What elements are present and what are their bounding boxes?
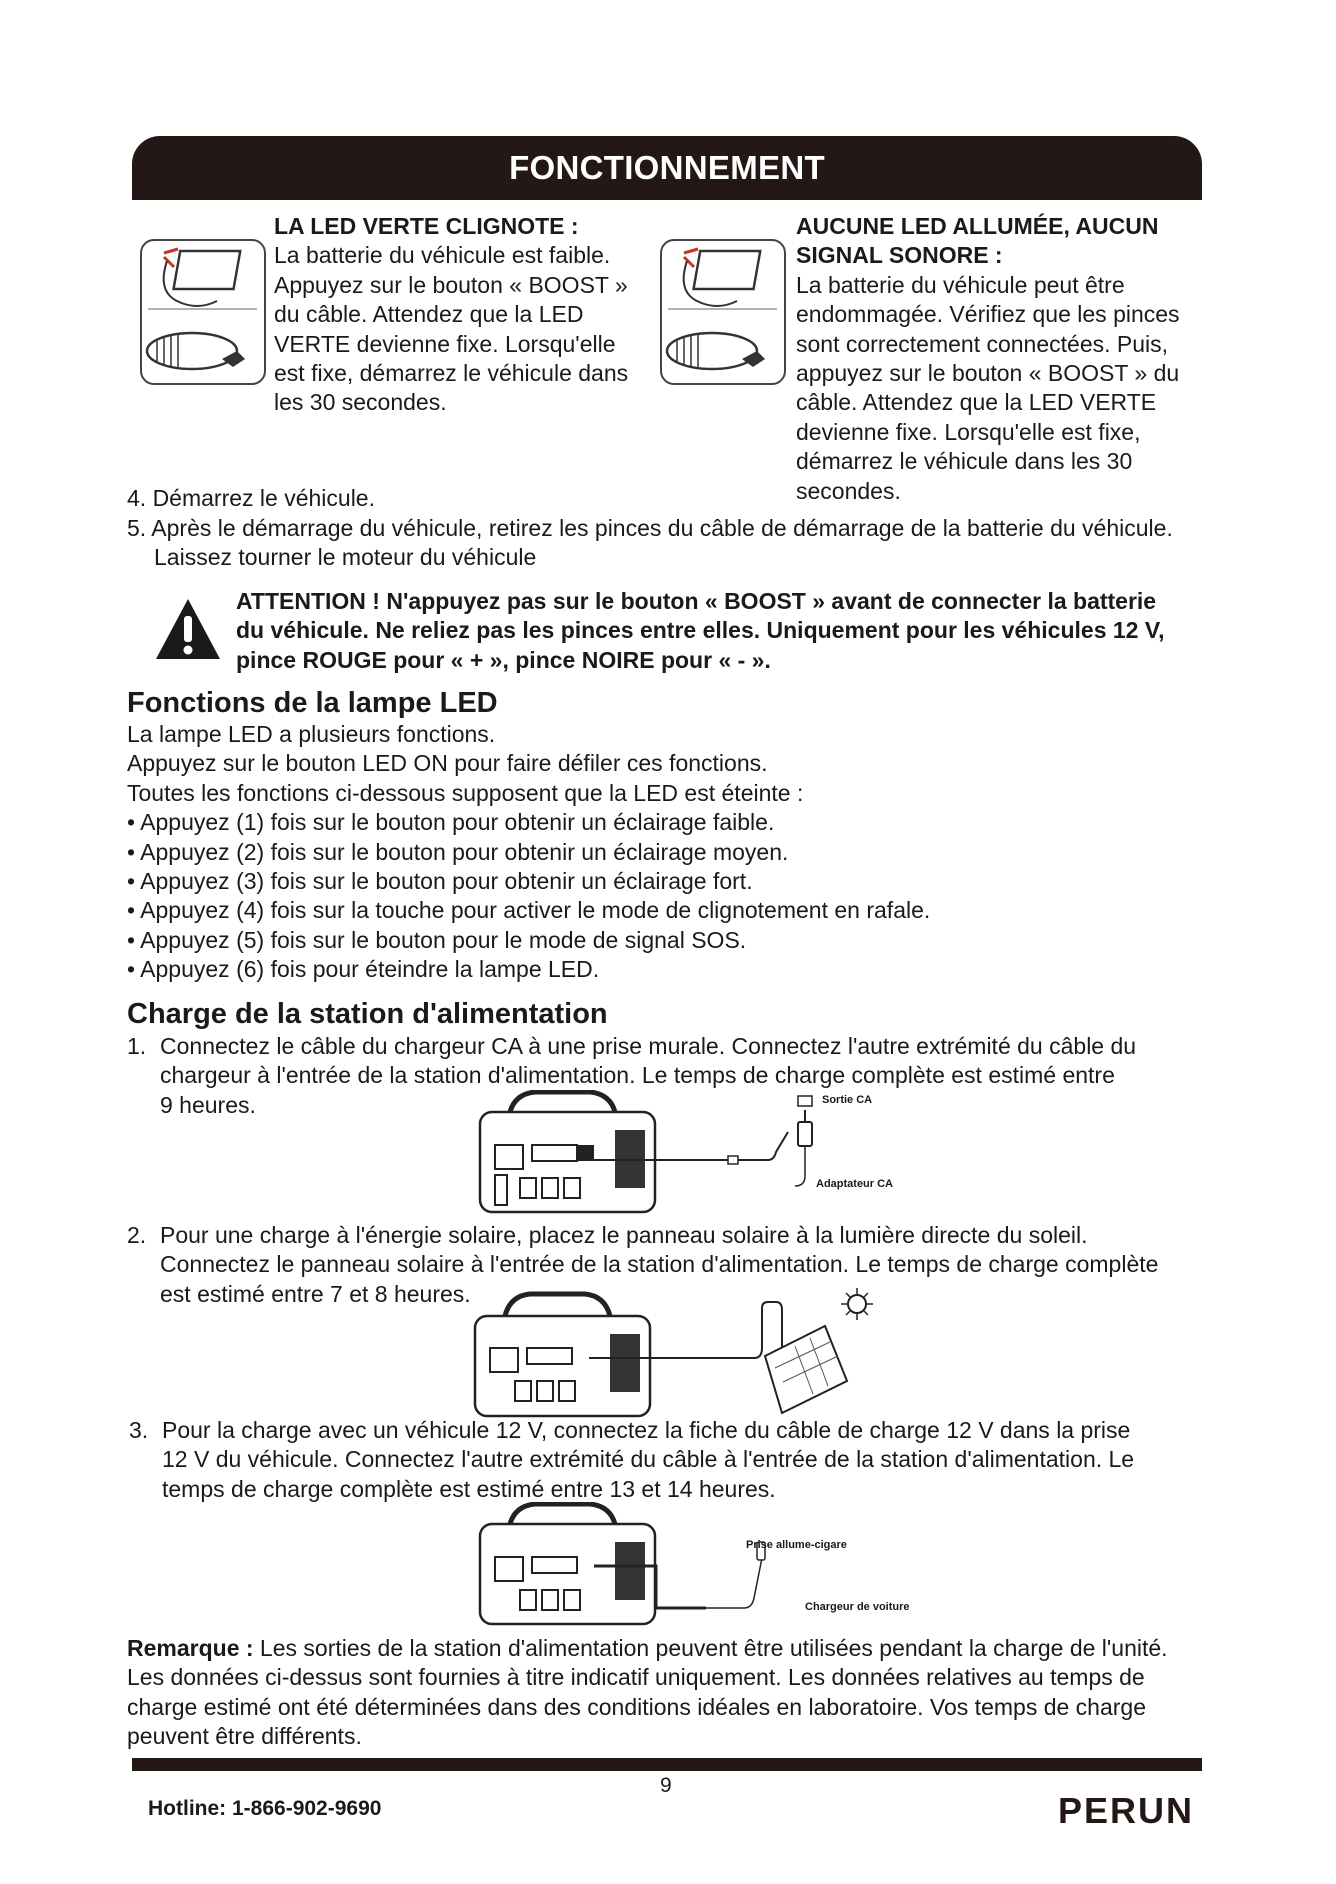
led-lamp-bullets (127, 808, 1227, 984)
cig-lighter-label: Prise allume-cigare (746, 1539, 847, 1551)
led-none-line: secondes. (796, 477, 901, 504)
led-green-line: VERTE devienne fixe. Lorsqu'elle (274, 330, 616, 357)
list-item: • Appuyez (5) fois sur le bouton pour le mode de signal SOS. (127, 926, 747, 953)
warning-line: pince ROUGE pour « + », pince NOIRE pour « - ». (236, 646, 771, 673)
warning-line: du véhicule. Ne reliez pas les pinces entre elles. Uniquement pour les véhicules 12 V, (236, 617, 1165, 644)
charge-item-num: 3. (129, 1417, 149, 1443)
charge-item-num: 1. (127, 1033, 147, 1059)
booster-no-led-illustration (660, 239, 786, 385)
led-green-line: Appuyez sur le bouton « BOOST » (274, 271, 628, 298)
led-none-title: AUCUNE LED ALLUMÉE, AUCUN (796, 213, 1159, 239)
ac-out-label: Sortie CA (822, 1094, 873, 1106)
section-header (132, 136, 1202, 200)
charge-item-line: Connectez le panneau solaire à l'entrée de la station d'alimentation. Le temps de charge complète (160, 1251, 1159, 1278)
led-none-block (796, 212, 1216, 506)
charge-item-3 (129, 1416, 1249, 1504)
charge-item-line: est estimé entre 7 et 8 heures. (160, 1280, 471, 1307)
led-green-line: est fixe, démarrez le véhicule dans (274, 360, 629, 387)
step-5-cont: Laissez tourner le moteur du véhicule (154, 544, 537, 570)
step-4: 4. Démarrez le véhicule. (127, 485, 375, 511)
booster-led-illustration (140, 239, 266, 385)
led-none-line: appuyez sur le bouton « BOOST » du (796, 360, 1180, 387)
solar-charging-diagram (465, 1286, 885, 1426)
warning-icon (154, 596, 222, 667)
charge-item-num: 2. (127, 1222, 147, 1248)
list-item: • Appuyez (2) fois sur le bouton pour obtenir un éclairage moyen. (127, 838, 789, 865)
remark-line: charge estimé ont été déterminées dans des conditions idéales en laboratoire. Vos temps de charge (127, 1693, 1147, 1720)
led-none-line: sont correctement connectées. Puis, (796, 330, 1169, 357)
led-green-line: du câble. Attendez que la LED (274, 301, 584, 328)
charge-item-line: Connectez le câble du chargeur CA à une prise murale. Connectez l'autre extrémité du câble du (160, 1033, 1137, 1059)
led-lamp-intro: Appuyez sur le bouton LED ON pour faire défiler ces fonctions. (127, 750, 768, 777)
section-header-title: FONCTIONNEMENT (509, 149, 825, 186)
page-number: 9 (660, 1774, 672, 1797)
led-lamp-title: Fonctions de la lampe LED (127, 687, 498, 719)
charge-item-line: chargeur à l'entrée de la station d'alimentation. Le temps de charge complète est estimé entre (160, 1062, 1115, 1089)
ac-charging-diagram (470, 1090, 910, 1225)
remark-label: Remarque : (127, 1635, 254, 1661)
hotline: Hotline: 1-866-902-9690 (148, 1797, 382, 1820)
step-5: 5. Après le démarrage du véhicule, retirez les pinces du câble de démarrage de la batterie du véhicule. (127, 515, 1173, 541)
brand-logo: PERUN (1058, 1790, 1195, 1831)
led-green-title: LA LED VERTE CLIGNOTE : (274, 213, 579, 239)
charge-title: Charge de la station d'alimentation (127, 998, 608, 1030)
led-none-line: câble. Attendez que la LED VERTE (796, 389, 1157, 416)
led-none-title: SIGNAL SONORE : (796, 242, 1003, 269)
led-none-line: démarrez le véhicule dans les 30 (796, 448, 1133, 475)
led-lamp-section (127, 686, 1227, 985)
list-item: • Appuyez (6) fois pour éteindre la lampe LED. (127, 956, 600, 983)
list-item: • Appuyez (1) fois sur le bouton pour obtenir un éclairage faible. (127, 809, 775, 836)
warning-line: ATTENTION ! N'appuyez pas sur le bouton « BOOST » avant de connecter la batterie (236, 588, 1157, 614)
ac-adapter-label: Adaptateur CA (816, 1178, 894, 1190)
led-green-line: La batterie du véhicule est faible. (274, 242, 611, 269)
led-green-line: les 30 secondes. (274, 389, 447, 416)
list-item: • Appuyez (3) fois sur le bouton pour obtenir un éclairage fort. (127, 868, 753, 895)
list-item: • Appuyez (4) fois sur la touche pour activer le mode de clignotement en rafale. (127, 897, 931, 924)
car-charger-label: Chargeur de voiture (805, 1601, 910, 1613)
charge-item-line: 9 heures. (160, 1091, 256, 1118)
remark-line: Les sorties de la station d'alimentation peuvent être utilisées pendant la charge de l'unité. (253, 1635, 1168, 1661)
led-green-block (274, 212, 664, 418)
charge-item-line: temps de charge complète est estimé entre 13 et 14 heures. (162, 1475, 776, 1502)
warning-text (236, 587, 1164, 675)
charge-item-line: Pour une charge à l'énergie solaire, placez le panneau solaire à la lumière directe du soleil. (160, 1222, 1088, 1248)
led-none-line: endommagée. Vérifiez que les pinces (796, 301, 1180, 328)
footer-divider (132, 1758, 1202, 1771)
remark-block (127, 1634, 1257, 1752)
remark-line: peuvent être différents. (127, 1723, 362, 1750)
led-lamp-intro: Toutes les fonctions ci-dessous supposent que la LED est éteinte : (127, 779, 804, 806)
led-none-line: La batterie du véhicule peut être (796, 271, 1125, 298)
led-lamp-intro: La lampe LED a plusieurs fonctions. (127, 721, 496, 747)
led-none-line: devienne fixe. Lorsqu'elle est fixe, (796, 418, 1141, 445)
charge-item-line: 12 V du véhicule. Connectez l'autre extrémité du câble à l'entrée de la station d'alimentation. Le (162, 1446, 1135, 1473)
remark-line: Les données ci-dessus sont fournies à titre indicatif uniquement. Les données relatives au temps de (127, 1664, 1145, 1691)
car-charging-diagram (470, 1502, 890, 1637)
charge-item-line: Pour la charge avec un véhicule 12 V, connectez la fiche du câble de charge 12 V dans la prise (162, 1417, 1131, 1443)
